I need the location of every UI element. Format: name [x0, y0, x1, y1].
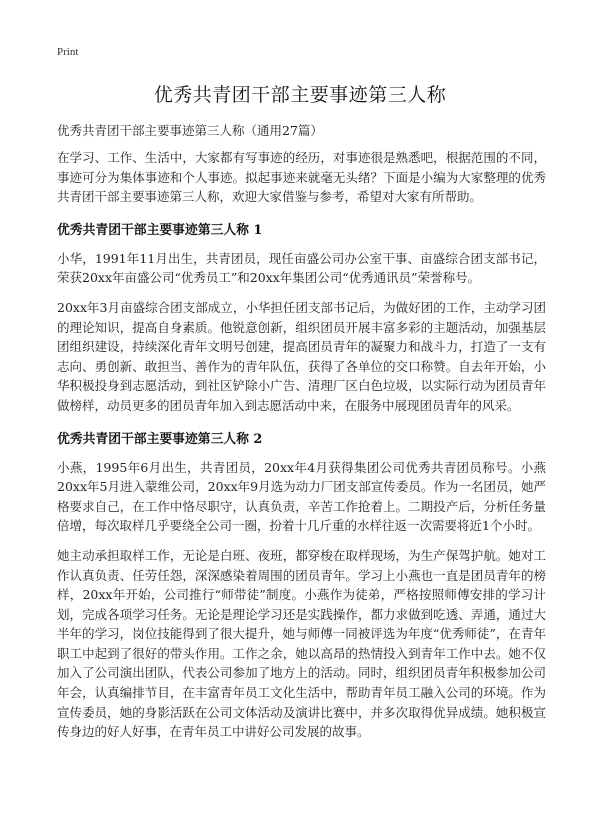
- section-2-paragraph-2: 她主动承担取样工作，无论是白班、夜班，都穿梭在取样现场，为生产保驾护航。她对工作认真负责、任劳任怨，深深感染着周围的团员青年。学习上小燕也一直是团员青年的榜样，20xx年开始，公司推行“师带徒”制度。小燕作为徒弟，严格按照师傅安排的学习计划，完成各项学习任务。无论是理论学习还是实践操作，都力求做到吃透、弄通，通过大半年的学习，岗位技能得到了很大提升，她与师傅一同被评选为年度“优秀师徒”，在青年职工中起到了很好的带头作用。工作之余，她以高昂的热情投入到青年工作中去。她不仅加入了公司演出团队，代表公司参加了地方上的活动。同时，组织团员青年积极参加公司年会，认真编排节目，在丰富青年员工文化生活中，帮助青年员工融入公司的环境。作为宣传委员，她的身影活跃在公司文体活动及演讲比赛中，并多次取得优异成绩。她积极宣传身边的好人好事，在青年员工中讲好公司发展的故事。: [57, 547, 546, 740]
- section-heading-2: 优秀共青团干部主要事迹第三人称 2: [57, 431, 263, 447]
- page-title: 优秀共青团干部主要事迹第三人称: [153, 84, 447, 106]
- section-1-paragraph-1: 小华，1991年11月出生，共青团员，现任亩盛公司办公室干事、亩盛综合团支部书记，荣获20xx年亩盛公司“优秀员工”和20xx年集团公司“优秀通讯员”荣誉称号。: [57, 250, 546, 286]
- section-heading-1: 优秀共青团干部主要事迹第三人称 1: [57, 222, 263, 238]
- intro-paragraph: 在学习、工作、生活中，大家都有写事迹的经历，对事迹很是熟悉吧，根据范围的不同，事迹可分为集体事迹和个人事迹。拟起事迹来就毫无头绪？下面是小编为大家整理的优秀共青团干部主要事迹第三人称，欢迎大家借鉴与参考，希望对大家有所帮助。: [57, 150, 546, 205]
- article-body: [57, 148, 546, 752]
- section-1-paragraph-2: 20xx年3月亩盛综合团支部成立，小华担任团支部书记后，为做好团的工作，主动学习团的理论知识，提高自身素质。他锐意创新，组织团员开展丰富多彩的主题活动，加强基层团组织建设，持续深化青年文明号创建，提高团员青年的凝聚力和战斗力，打造了一支有志向、勇创新、敢担当、善作为的青年队伍，获得了各单位的交口称赞。自去年开始，小华积极投身到志愿活动，到社区铲除小广告、清理厂区白色垃圾，以实际行动为团员青年做榜样，动员更多的团员青年加入到志愿活动中来，在服务中展现团员青年的风采。: [57, 299, 546, 413]
- document-subtitle: 优秀共青团干部主要事迹第三人称（通用27篇）: [57, 123, 323, 138]
- print-link[interactable]: Print: [57, 46, 79, 58]
- section-2-paragraph-1: 小燕，1995年6月出生，共青团员，20xx年4月获得集团公司优秀共青团员称号。小燕20xx年5月进入蒙维公司，20xx年9月选为动力厂团支部宣传委员。作为一名团员，她严格要求自己，在工作中恪尽职守，认真负责，辛苦工作抢着上。二期投产后，分析任务量倍增，每次取样几乎要绕全公司一圈，扮着十几斤重的水样往返一次需要将近1个小时。: [57, 459, 546, 534]
